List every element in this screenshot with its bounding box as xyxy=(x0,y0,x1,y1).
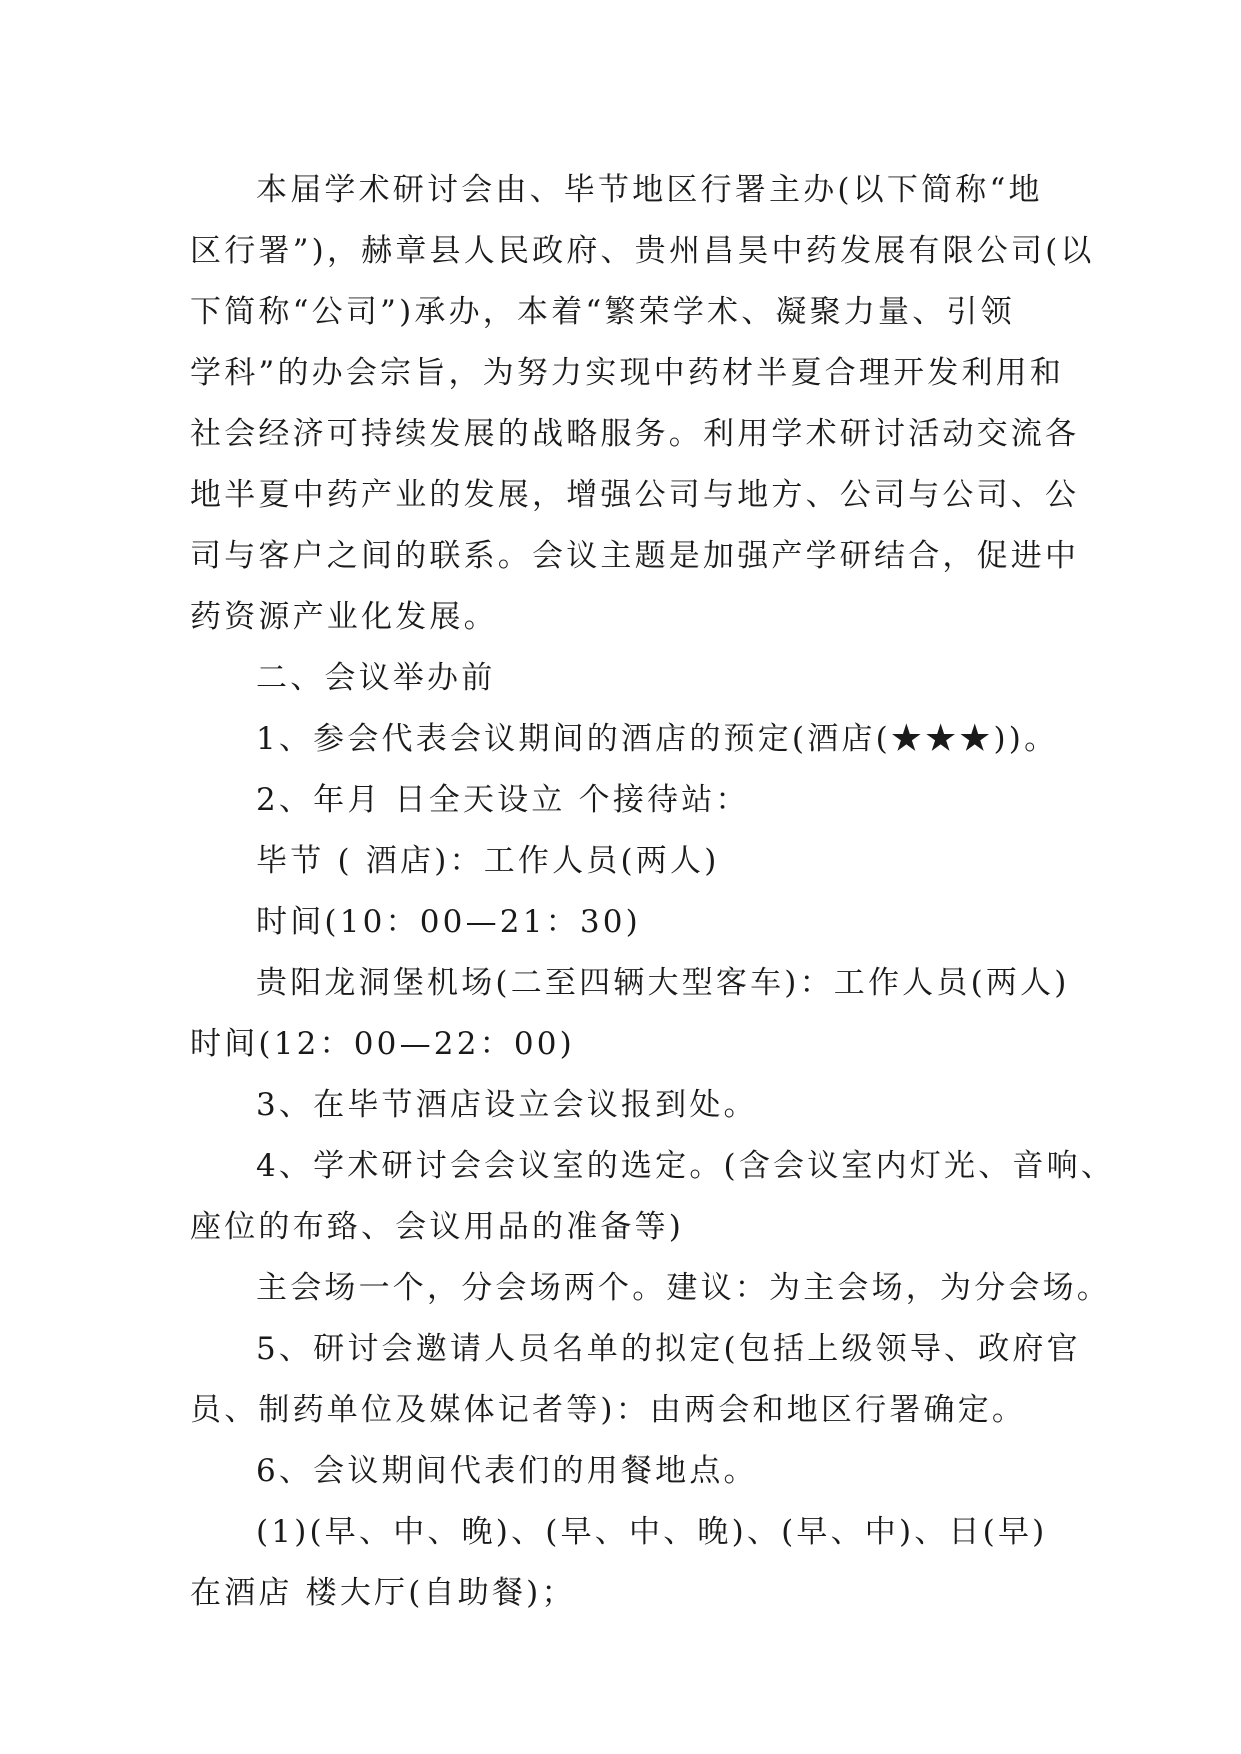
list-item: 2、年月 日全天设立 个接待站： xyxy=(256,782,750,818)
paragraph-line: 药资源产业化发展。 xyxy=(190,599,498,635)
paragraph-line: 毕节 ( 酒店)：工作人员(两人) xyxy=(256,843,720,879)
paragraph-line: 下简称“公司”)承办，本着“繁荣学术、凝聚力量、引领 xyxy=(190,294,1015,330)
paragraph-line: 主会场一个，分会场两个。建议：为主会场，为分会场。 xyxy=(256,1270,1111,1306)
paragraph-line: 本届学术研讨会由、毕节地区行署主办(以下简称“地 xyxy=(256,172,1043,208)
paragraph-line: 在酒店 楼大厅(自助餐)； xyxy=(190,1575,576,1611)
paragraph-line: 贵阳龙洞堡机场(二至四辆大型客车)：工作人员(两人) xyxy=(256,965,1070,1001)
paragraph-line: 座位的布臵、会议用品的准备等) xyxy=(190,1209,685,1245)
paragraph-line: 时间(12：00—22：00) xyxy=(190,1026,575,1062)
paragraph-line: 司与客户之间的联系。会议主题是加强产学研结合，促进中 xyxy=(190,538,1080,574)
list-item: 4、学术研讨会会议室的选定。(含会议室内灯光、音响、 xyxy=(256,1148,1116,1184)
list-item: 5、研讨会邀请人员名单的拟定(包括上级领导、政府官 xyxy=(256,1331,1081,1367)
list-item: 1、参会代表会议期间的酒店的预定(酒店(★★★))。 xyxy=(256,721,1059,757)
paragraph-line: 学科”的办会宗旨，为努力实现中药材半夏合理开发利用和 xyxy=(190,355,1065,391)
list-item: 3、在毕节酒店设立会议报到处。 xyxy=(256,1087,758,1123)
paragraph-line: 员、制药单位及媒体记者等)：由两会和地区行署确定。 xyxy=(190,1392,1027,1428)
list-item: (1)(早、中、晚)、(早、中、晚)、(早、中)、日(早) xyxy=(256,1514,1048,1550)
section-heading: 二、会议举办前 xyxy=(256,660,496,696)
paragraph-line: 时间(10：00—21：30) xyxy=(256,904,641,940)
paragraph-line: 区行署”)，赫章县人民政府、贵州昌昊中药发展有限公司(以 xyxy=(190,233,1095,269)
list-item: 6、会议期间代表们的用餐地点。 xyxy=(256,1453,758,1489)
paragraph-line: 地半夏中药产业的发展，增强公司与地方、公司与公司、公 xyxy=(190,477,1080,513)
document-body xyxy=(190,160,1116,1624)
paragraph-line: 社会经济可持续发展的战略服务。利用学术研讨活动交流各 xyxy=(190,416,1080,452)
